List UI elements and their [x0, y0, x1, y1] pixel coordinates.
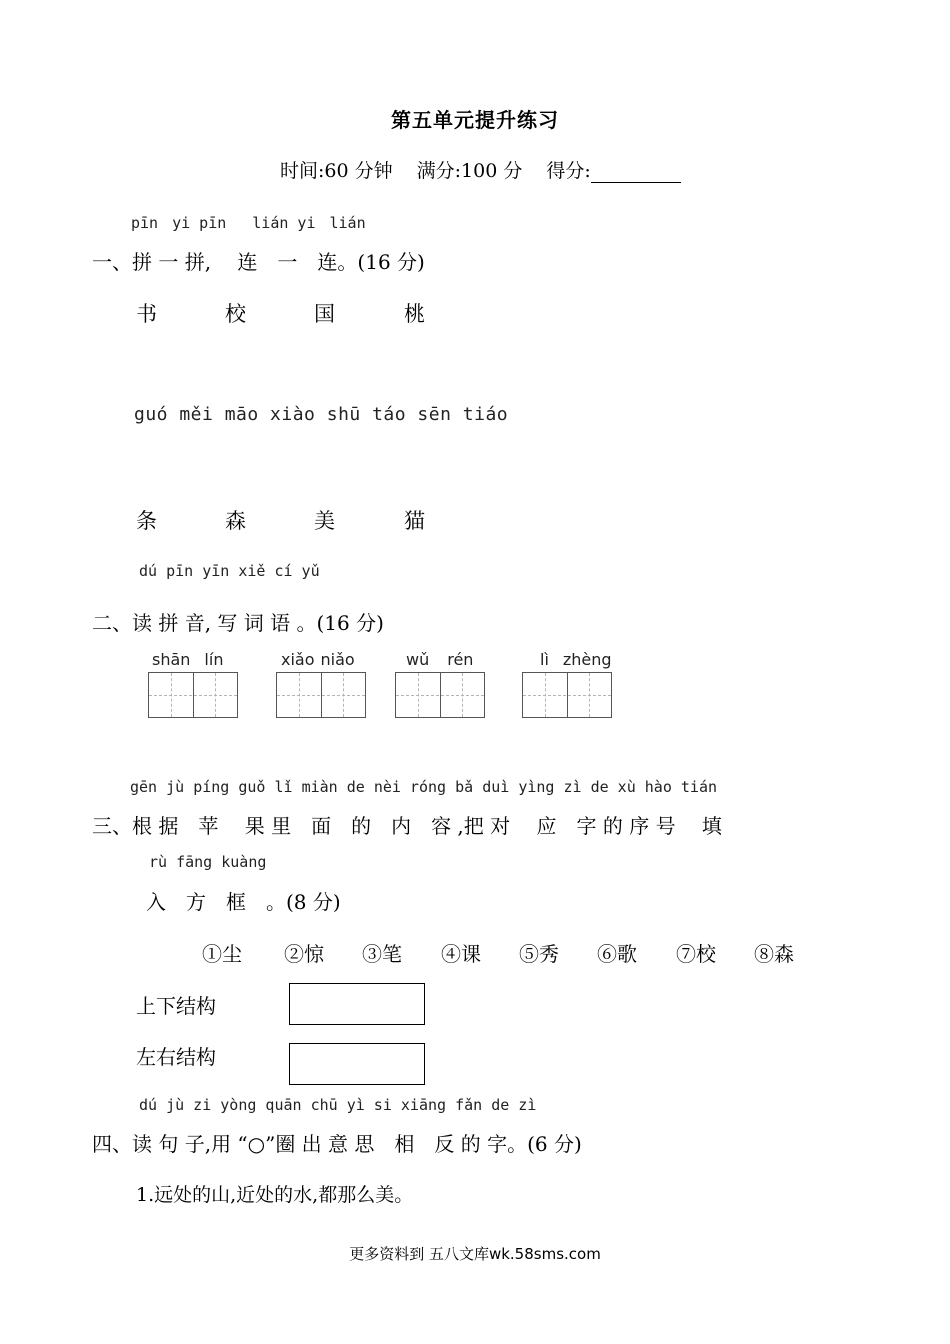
page-title: 第五单元提升练习	[391, 108, 559, 132]
option-3: ③笔	[362, 942, 402, 966]
char-sen[interactable]: 森	[225, 509, 246, 533]
q3-pinyin-line2: rù fāng kuàng	[149, 853, 267, 871]
q3-heading-line1: 三、根 据 苹 果 里 面 的 内 容 ,把 对 应 字 的 序 号 填	[92, 814, 722, 838]
score-label: 得分:	[546, 160, 591, 182]
option-4: ④课	[441, 942, 481, 966]
exam-info	[280, 156, 681, 183]
writing-grid-4[interactable]	[522, 672, 612, 718]
char-shu[interactable]: 书	[136, 302, 157, 326]
char-mao[interactable]: 猫	[404, 509, 425, 533]
answer-box-top-bottom[interactable]	[289, 983, 425, 1025]
word1-pinyin: shān lín	[152, 650, 224, 669]
word3-pinyin: wǔ rén	[406, 650, 474, 669]
q2-pinyin: dú pīn yīn xiě cí yǔ	[139, 562, 320, 580]
char-mei[interactable]: 美	[314, 509, 335, 533]
writing-grid-1[interactable]	[148, 672, 238, 718]
q4-heading: 四、读 句 子,用 “○”圈 出 意 思 相 反 的 字。(6 分)	[92, 1132, 582, 1156]
char-xiao[interactable]: 校	[225, 302, 246, 326]
q2-heading: 二、读 拼 音, 写 词 语 。(16 分)	[92, 611, 384, 635]
writing-grid-3[interactable]	[395, 672, 485, 718]
q4-pinyin: dú jù zi yòng quān chū yì si xiāng fǎn de zì	[139, 1096, 537, 1114]
q3-pinyin-line1: gēn jù píng guǒ lǐ miàn de nèi róng bǎ duì yìng zì de xù hào tián	[130, 778, 717, 796]
char-tiao[interactable]: 条	[136, 509, 157, 533]
label-top-bottom: 上下结构	[136, 994, 216, 1018]
label-left-right: 左右结构	[136, 1045, 216, 1069]
time-limit: 时间:60 分钟	[280, 160, 393, 182]
answer-box-left-right[interactable]	[289, 1043, 425, 1085]
word2-pinyin: xiǎo niǎo	[281, 650, 355, 669]
option-2: ②惊	[284, 942, 324, 966]
q3-heading-line2: 入 方 框 。(8 分)	[146, 890, 341, 914]
q4-item-1[interactable]: 1.远处的山,近处的水,都那么美。	[136, 1184, 414, 1206]
q1-pinyin-row: guó měi māo xiào shū táo sēn tiáo	[134, 404, 509, 425]
q1-heading: 一、拼 一 拼, 连 一 连。(16 分)	[92, 250, 425, 274]
char-tao[interactable]: 桃	[404, 302, 425, 326]
q1-pinyin: pīn yi pīn lián yi lián	[131, 214, 366, 232]
writing-grid-2[interactable]	[276, 672, 366, 718]
footer-link[interactable]: 更多资料到 五八文库wk.58sms.com	[349, 1245, 601, 1263]
score-blank[interactable]	[591, 160, 681, 183]
char-guo[interactable]: 国	[314, 302, 335, 326]
option-1: ①尘	[202, 942, 242, 966]
option-5: ⑤秀	[519, 942, 559, 966]
option-6: ⑥歌	[597, 942, 637, 966]
option-8: ⑧森	[754, 942, 794, 966]
option-7: ⑦校	[676, 942, 716, 966]
word4-pinyin: lì zhèng	[540, 650, 612, 669]
full-score: 满分:100 分	[416, 160, 523, 182]
